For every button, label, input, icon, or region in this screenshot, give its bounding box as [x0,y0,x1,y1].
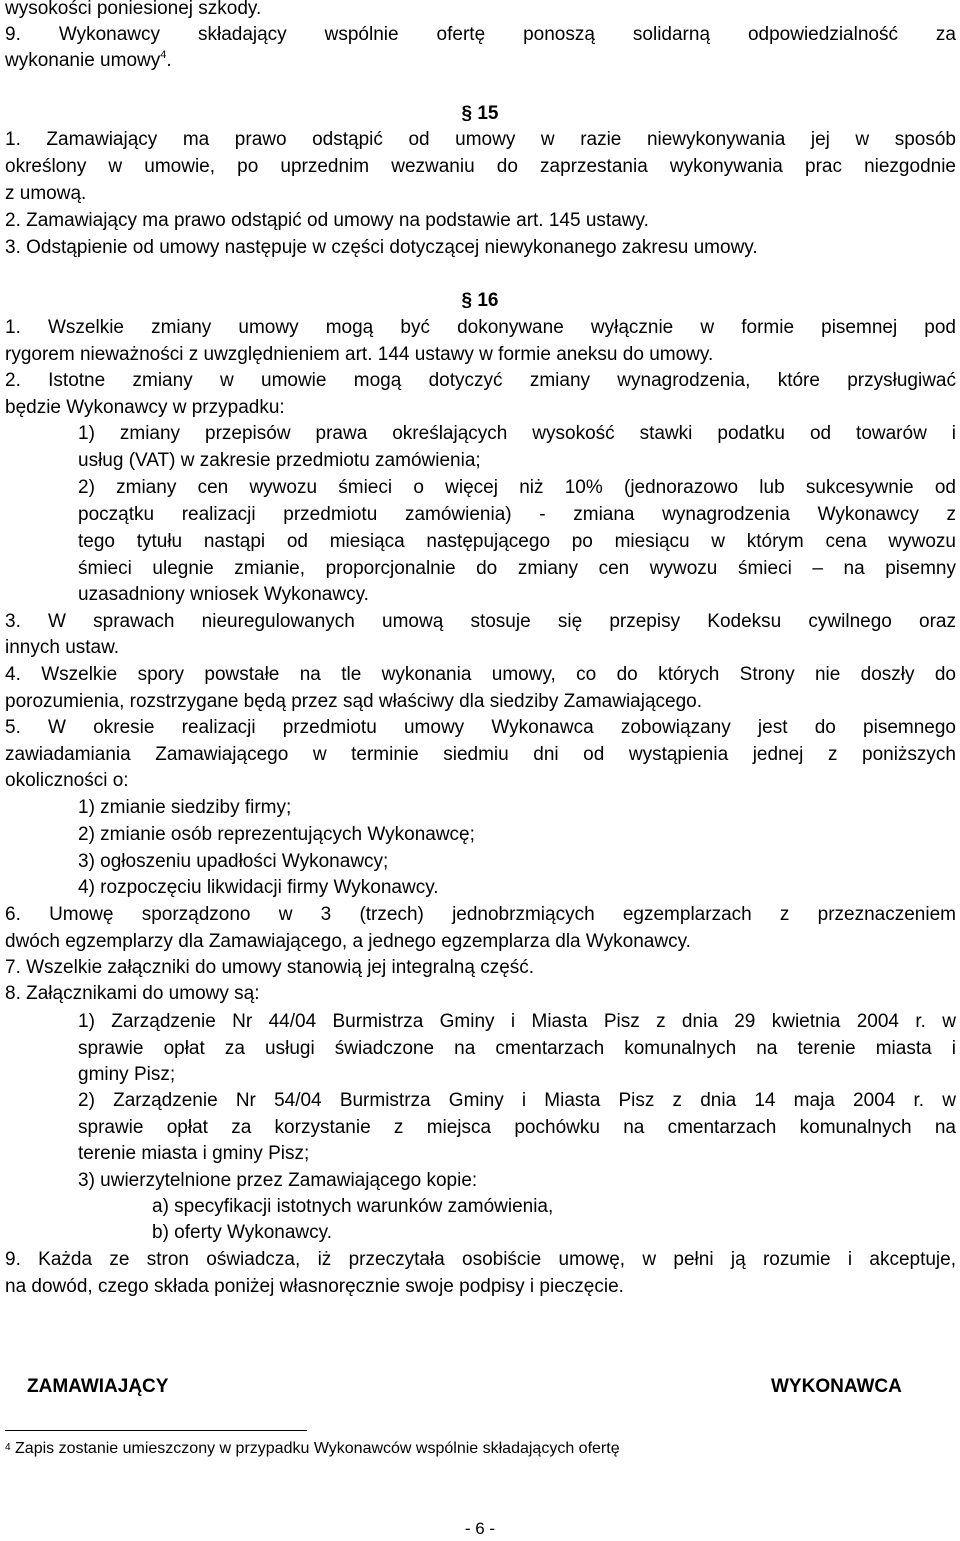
text-line: 1) zmianie siedziby firmy; [78,797,292,818]
text-line: sprawie opłat za korzystanie z miejsca pochówku na cmentarzach komunalnych na [78,1117,956,1138]
text-line: porozumienia, rozstrzygane będą przez sąd właściwy dla siedziby Zamawiającego. [5,691,702,712]
text-line: początku realizacji przedmiotu zamówienia) - zmiana wynagrodzenia Wykonawcy z [78,504,956,525]
text-line: terenie miasta i gminy Pisz; [78,1143,310,1164]
signature-label-zamawiajacy: ZAMAWIAJĄCY [27,1376,169,1397]
text-line: a) specyfikacji istotnych warunków zamówienia, [152,1196,554,1217]
text-line: sprawie opłat za usługi świadczone na cmentarzach komunalnych na terenie miasta i [78,1038,956,1059]
text-line: 1) zmiany przepisów prawa określających wysokość stawki podatku od towarów i [78,423,956,444]
text-line: wysokości poniesionej szkody. [5,0,262,19]
text-line: określony w umowie, po uprzednim wezwaniu do zaprzestania wykonywania prac niezgodnie [5,156,956,177]
text-line: 8. Załącznikami do umowy są: [5,983,260,1004]
text-line: gminy Pisz; [78,1064,176,1085]
page-number: - 6 - [464,1519,496,1538]
footnote-text: Zapis zostanie umieszczony w przypadku Wykonawców wspólnie składających ofertę [15,1440,620,1457]
text-line: wykonanie umowy$^4$. [5,49,172,71]
text-line: na dowód, czego składa poniżej własnoręcznie swoje podpisy i pieczęcie. [5,1276,624,1297]
text-line: uzasadniony wniosek Wykonawcy. [78,584,369,605]
text-line: 7. Wszelkie załączniki do umowy stanowią jej integralną część. [5,957,535,978]
text-line: 4) rozpoczęciu likwidacji firmy Wykonawcy. [78,877,439,898]
text-line: okoliczności o: [5,770,129,791]
text-line: rygorem nieważności z uwzględnieniem art. 144 ustawy w formie aneksu do umowy. [5,344,714,365]
text-line: 2. Istotne zmiany w umowie mogą dotyczyć zmiany wynagrodzenia, które przysługiwać [5,370,956,391]
text-line: z umową. [5,183,87,204]
footnote [5,1440,620,1458]
text-line: 6. Umowę sporządzono w 3 (trzech) jednobrzmiących egzemplarzach z przeznaczeniem [5,904,956,925]
text-line: 2) zmianie osób reprezentujących Wykonawcę; [78,824,475,845]
section-heading: § 15 [461,103,499,124]
text-line: 9. Każda ze stron oświadcza, iż przeczytała osobiście umowę, w pełni ją rozumie i akceptuje, [5,1249,956,1270]
text-line: śmieci ulegnie zmianie, proporcjonalnie do zmiany cen wywozu śmieci – na pisemny [78,558,956,579]
text-line: 5. W okresie realizacji przedmiotu umowy Wykonawca zobowiązany jest do pisemnego [5,717,956,738]
text-line: 4. Wszelkie spory powstałe na tle wykonania umowy, co do których Strony nie doszły do [5,664,956,685]
text-line: 1) Zarządzenie Nr 44/04 Burmistrza Gminy i Miasta Pisz z dnia 29 kwietnia 2004 r. w [78,1011,956,1032]
text-line: usług (VAT) w zakresie przedmiotu zamówienia; [78,450,481,471]
text-line: będzie Wykonawcy w przypadku: [5,397,285,418]
text-line: 2) Zarządzenie Nr 54/04 Burmistrza Gminy i Miasta Pisz z dnia 14 maja 2004 r. w [78,1090,956,1111]
text-line: 3. Odstąpienie od umowy następuje w części dotyczącej niewykonanego zakresu umowy. [5,237,758,258]
text-line: 3. W sprawach nieuregulowanych umową stosuje się przepisy Kodeksu cywilnego oraz [5,611,956,632]
text-line: zawiadamiania Zamawiającego w terminie siedmiu dni od wystąpienia jednej z poniższych [5,744,956,765]
text-line: 9. Wykonawcy składający wspólnie ofertę ponoszą solidarną odpowiedzialność za [5,24,956,45]
text-line: 2. Zamawiający ma prawo odstąpić od umowy na podstawie art. 145 ustawy. [5,210,649,231]
footnote-reference: 4 [160,49,167,61]
text-line: 1. Zamawiający ma prawo odstąpić od umowy w razie niewykonywania jej w sposób [5,129,956,150]
footnote-separator [5,1430,307,1431]
text-line: 2) zmiany cen wywozu śmieci o więcej niż 10% (jednorazowo lub sukcesywnie od [78,477,956,498]
footnote-mark: 4 [5,1442,11,1453]
section-heading: § 16 [461,290,499,311]
signature-label-wykonawca: WYKONAWCA [771,1376,902,1397]
text-line: b) oferty Wykonawcy. [152,1222,333,1243]
text-line: 3) uwierzytelnione przez Zamawiającego kopie: [78,1170,478,1191]
text-line: dwóch egzemplarzy dla Zamawiającego, a jednego egzemplarza dla Wykonawcy. [5,931,691,952]
text-line: 3) ogłoszeniu upadłości Wykonawcy; [78,851,389,872]
text-line: 1. Wszelkie zmiany umowy mogą być dokonywane wyłącznie w formie pisemnej pod [5,317,956,338]
text-line: tego tytułu nastąpi od miesiąca następującego po miesiącu w którym cena wywozu [78,531,956,552]
text-line: innych ustaw. [5,637,120,658]
